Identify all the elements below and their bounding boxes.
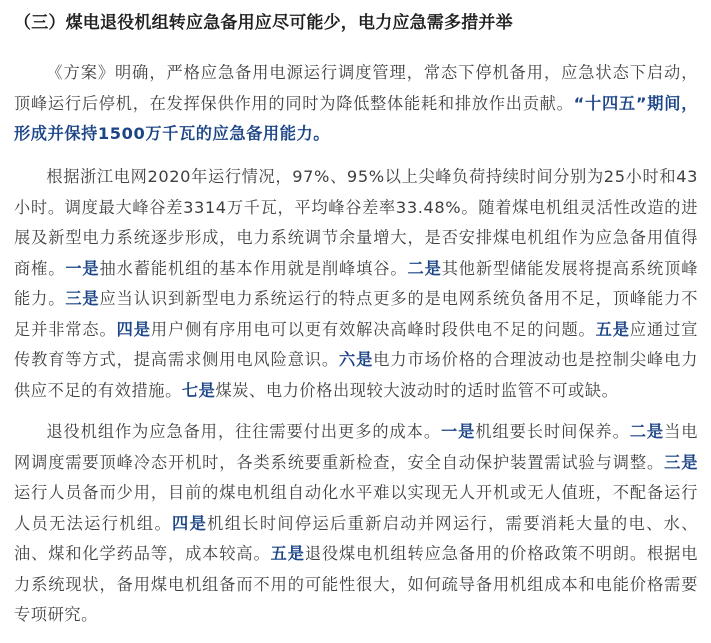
paragraph-retired-units-cost [14,417,698,631]
paragraph-text: 运行人员备而少用，目前的煤电机组自动化水平难以实现无人开机或无人值班，不配备运行人员无法运行机组。 [14,483,698,533]
point-marker: 三是 [65,289,100,308]
paragraph-plan [14,58,698,150]
paragraph-text: 应当认识到新型电力系统运行的特点更多的是电网系统负备用不足，顶峰能力不足并非常态。 [14,289,698,339]
paragraph-text: 机组要长时间保养。 [475,422,630,441]
paragraph-text: 退役机组作为应急备用，往往需要付出更多的成本。 [46,422,441,441]
point-marker: 一是 [441,422,476,441]
point-marker: 二是 [407,258,442,278]
paragraph-zhejiang-grid [14,162,698,406]
paragraph-text: 煤炭、电力价格出现较大波动时的适时监管不可或缺。 [215,380,619,400]
point-marker: 四是 [172,513,208,533]
paragraph-text: 其他新型储能发展将提高系统顶峰能力。 [14,258,698,308]
paragraph-text: 抽水蓄能机组的基本作用就是削峰填谷。 [99,258,408,278]
paragraph-text: 应通过宣传教育等方式，提高需求侧用电风险意识。 [14,319,698,369]
point-marker: 四是 [116,319,151,339]
paragraph-text: 退役煤电机组转应急备用的价格政策不明朗。根据电力系统现状，备用煤电机组备而不用的可能性很大，如何疏导备用机组成本和电能价格需要专项研究。 [14,544,698,624]
paragraph-text: 《方案》明确，严格应急备用电源运行调度管理，常态下停机备用，应急状态下启动，顶峰运行后停机，在发挥保供作用的同时为降低整体能耗和排放作出贡献。 [14,63,698,113]
paragraph-text: 根据浙江电网2020年运行情况，97%、95%以上尖峰负荷持续时间分别为25小时和43小时。调度最大峰谷差3314万千瓦，平均峰谷差率33.48%。随着煤电机组灵活性改造的进展及新型电力系统逐步形成，电力系统调节余量增大，是否安排煤电机组作为应急备用值得商榷。 [14,167,698,278]
point-marker: 六是 [339,350,374,369]
point-marker: 三是 [664,452,699,472]
point-marker: 一是 [65,258,100,278]
paragraph-text: 机组长时间停运后重新启动并网运行，需要消耗大量的电、水、油、煤和化学药品等，成本较高。 [14,513,698,563]
point-marker: 五是 [270,544,305,563]
paragraph-text: 当电网调度需要顶峰冷态开机时，各类系统要重新检查，安全自动保护装置需试验与调整。 [14,422,699,472]
point-marker: 二是 [629,422,665,441]
section-heading: （三）煤电退役机组转应急备用应尽可能少，电力应急需多措并举 [14,13,513,33]
highlight-target: “十四五”期间，形成并保持1500万千瓦的应急备用能力。 [14,93,698,143]
paragraph-text: 电力市场价格的合理波动也是控制尖峰电力供应不足的有效措施。 [14,350,698,400]
point-marker: 五是 [595,319,630,339]
paragraph-text: 用户侧有序用电可以更有效解决高峰时段供电不足的问题。 [150,319,596,339]
point-marker: 七是 [181,380,216,400]
